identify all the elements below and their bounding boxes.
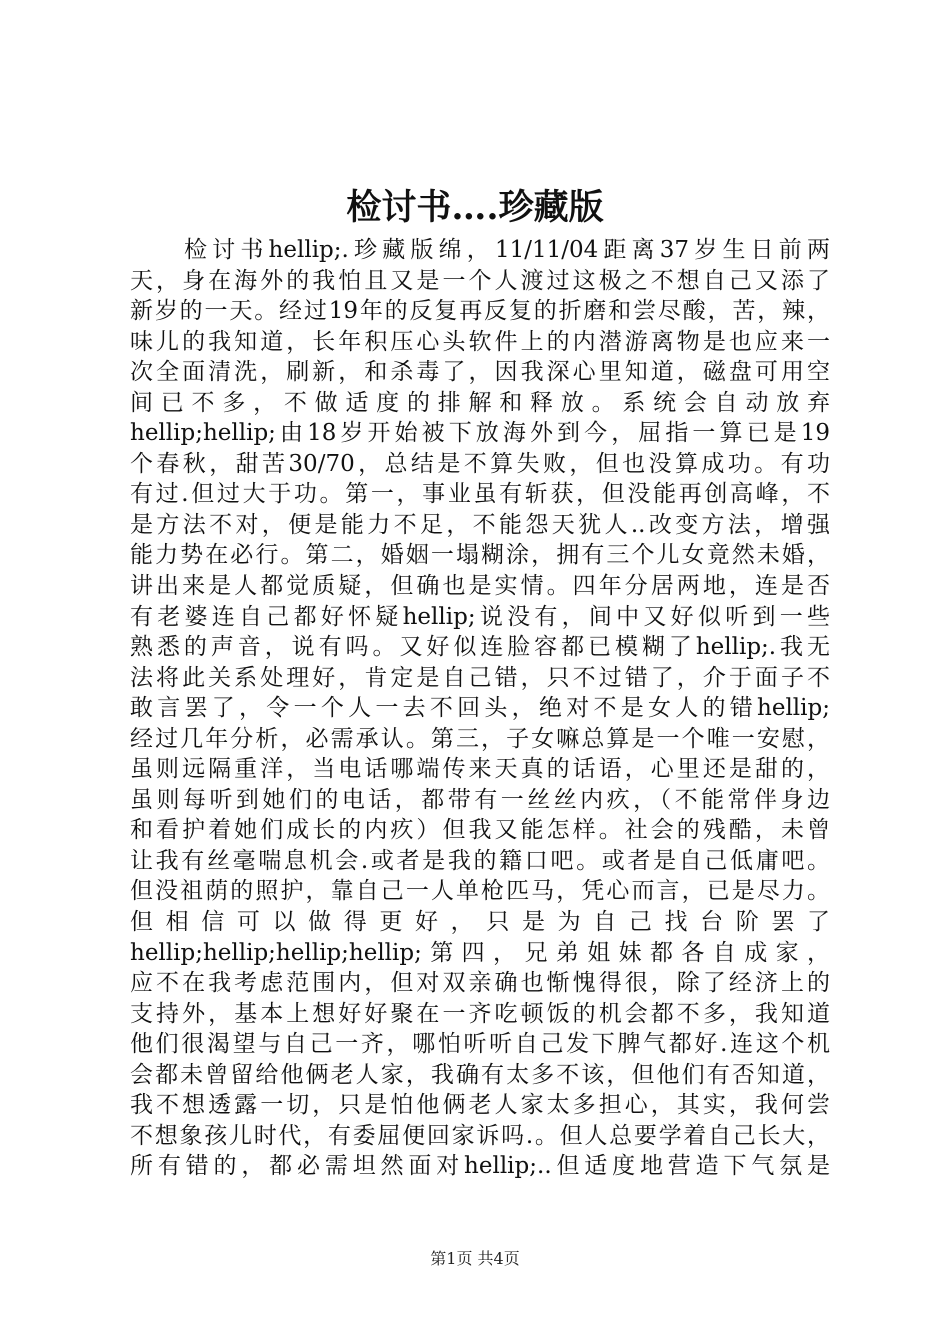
body-text-line: 个春秋，甜苦30/70，总结是不算失败，但也没算成功。有功 <box>130 450 830 477</box>
body-text-line: 新岁的一天。经过19年的反复再反复的折磨和尝尽酸，苦，辣， <box>130 298 830 325</box>
body-text-line: 敢言罢了，令一个人一去不回头，绝对不是女人的错hellip; <box>130 695 830 722</box>
body-text-line: 间已不多，不做适度的排解和释放。系统会自动放弃 <box>130 389 830 416</box>
body-text-line: 经过几年分析，必需承认。第三，子女嘛总算是一个唯一安慰， <box>130 725 830 752</box>
body-text-line: 但没祖荫的照护，靠自己一人单枪匹马，凭心而言，已是尽力。 <box>130 878 830 905</box>
body-text-line: 有老婆连自己都好怀疑hellip;说没有，间中又好似听到一些 <box>130 603 830 630</box>
body-text-line: 是方法不对，便是能力不足，不能怨天犹人..改变方法，增强 <box>130 511 830 538</box>
body-text-line: 熟悉的声音，说有吗。又好似连脸容都已模糊了hellip;.我无 <box>130 634 830 661</box>
body-text-line: 虽则每听到她们的电话，都带有一丝丝内疚，（不能常伴身边 <box>130 786 830 813</box>
body-text-line: 能力势在必行。第二，婚姻一塌糊涂，拥有三个儿女竟然未婚， <box>130 542 830 569</box>
body-text-line: 和看护着她们成长的内疚）但我又能怎样。社会的残酷，未曾 <box>130 817 830 844</box>
body-text-line: hellip;hellip;hellip;hellip;第四，兄弟姐妹都各自成家， <box>130 939 830 966</box>
body-text-line: 支持外，基本上想好好聚在一齐吃顿饭的机会都不多，我知道 <box>130 1000 830 1027</box>
body-text-line: 虽则远隔重洋，当电话哪端传来天真的话语，心里还是甜的， <box>130 756 830 783</box>
document-body <box>130 235 830 1182</box>
body-text-line: 味儿的我知道，长年积压心头软件上的内潜游离物是也应来一 <box>130 328 830 355</box>
body-text-line: 我不想透露一切，只是怕他俩老人家太多担心，其实，我何尝 <box>130 1092 830 1119</box>
body-text-line: 不想象孩儿时代，有委屈便回家诉吗.。但人总要学着自己长大， <box>130 1122 830 1149</box>
page-footer: 第1页 共4页 <box>430 1249 520 1268</box>
body-text-line: 但相信可以做得更好，只是为自己找台阶罢了 <box>130 909 830 936</box>
body-text-line: 他们很渴望与自己一齐，哪怕听听自己发下脾气都好.连这个机 <box>130 1031 830 1058</box>
body-text-line: 让我有丝毫喘息机会.或者是我的籍口吧。或者是自己低庸吧。 <box>130 847 830 874</box>
body-text-line: 次全面清洗，刷新，和杀毒了，因我深心里知道，磁盘可用空 <box>130 359 830 386</box>
body-text-line: 检讨书hellip;.珍藏版绵，11/11/04距离37岁生日前两 <box>184 237 830 263</box>
body-text-line: 有过.但过大于功。第一，事业虽有斩获，但没能再创高峰，不 <box>130 481 830 508</box>
document-title: 检讨书….珍藏版 <box>346 187 604 228</box>
body-text-line: 应不在我考虑范围内，但对双亲确也惭愧得很，除了经济上的 <box>130 970 830 997</box>
body-text-line: 所有错的，都必需坦然面对hellip;..但适度地营造下气氛是 <box>130 1153 830 1180</box>
body-text-line: 讲出来是人都觉质疑，但确也是实情。四年分居两地，连是否 <box>130 573 830 600</box>
body-text-line: 法将此关系处理好，肯定是自己错，只不过错了，介于面子不 <box>130 664 830 691</box>
body-text-line: 天，身在海外的我怕且又是一个人渡过这极之不想自己又添了 <box>130 267 830 294</box>
body-text-line: hellip;hellip;由18岁开始被下放海外到今，屈指一算已是19 <box>130 420 830 447</box>
body-text-line: 会都未曾留给他俩老人家，我确有太多不该，但他们有否知道， <box>130 1061 830 1088</box>
